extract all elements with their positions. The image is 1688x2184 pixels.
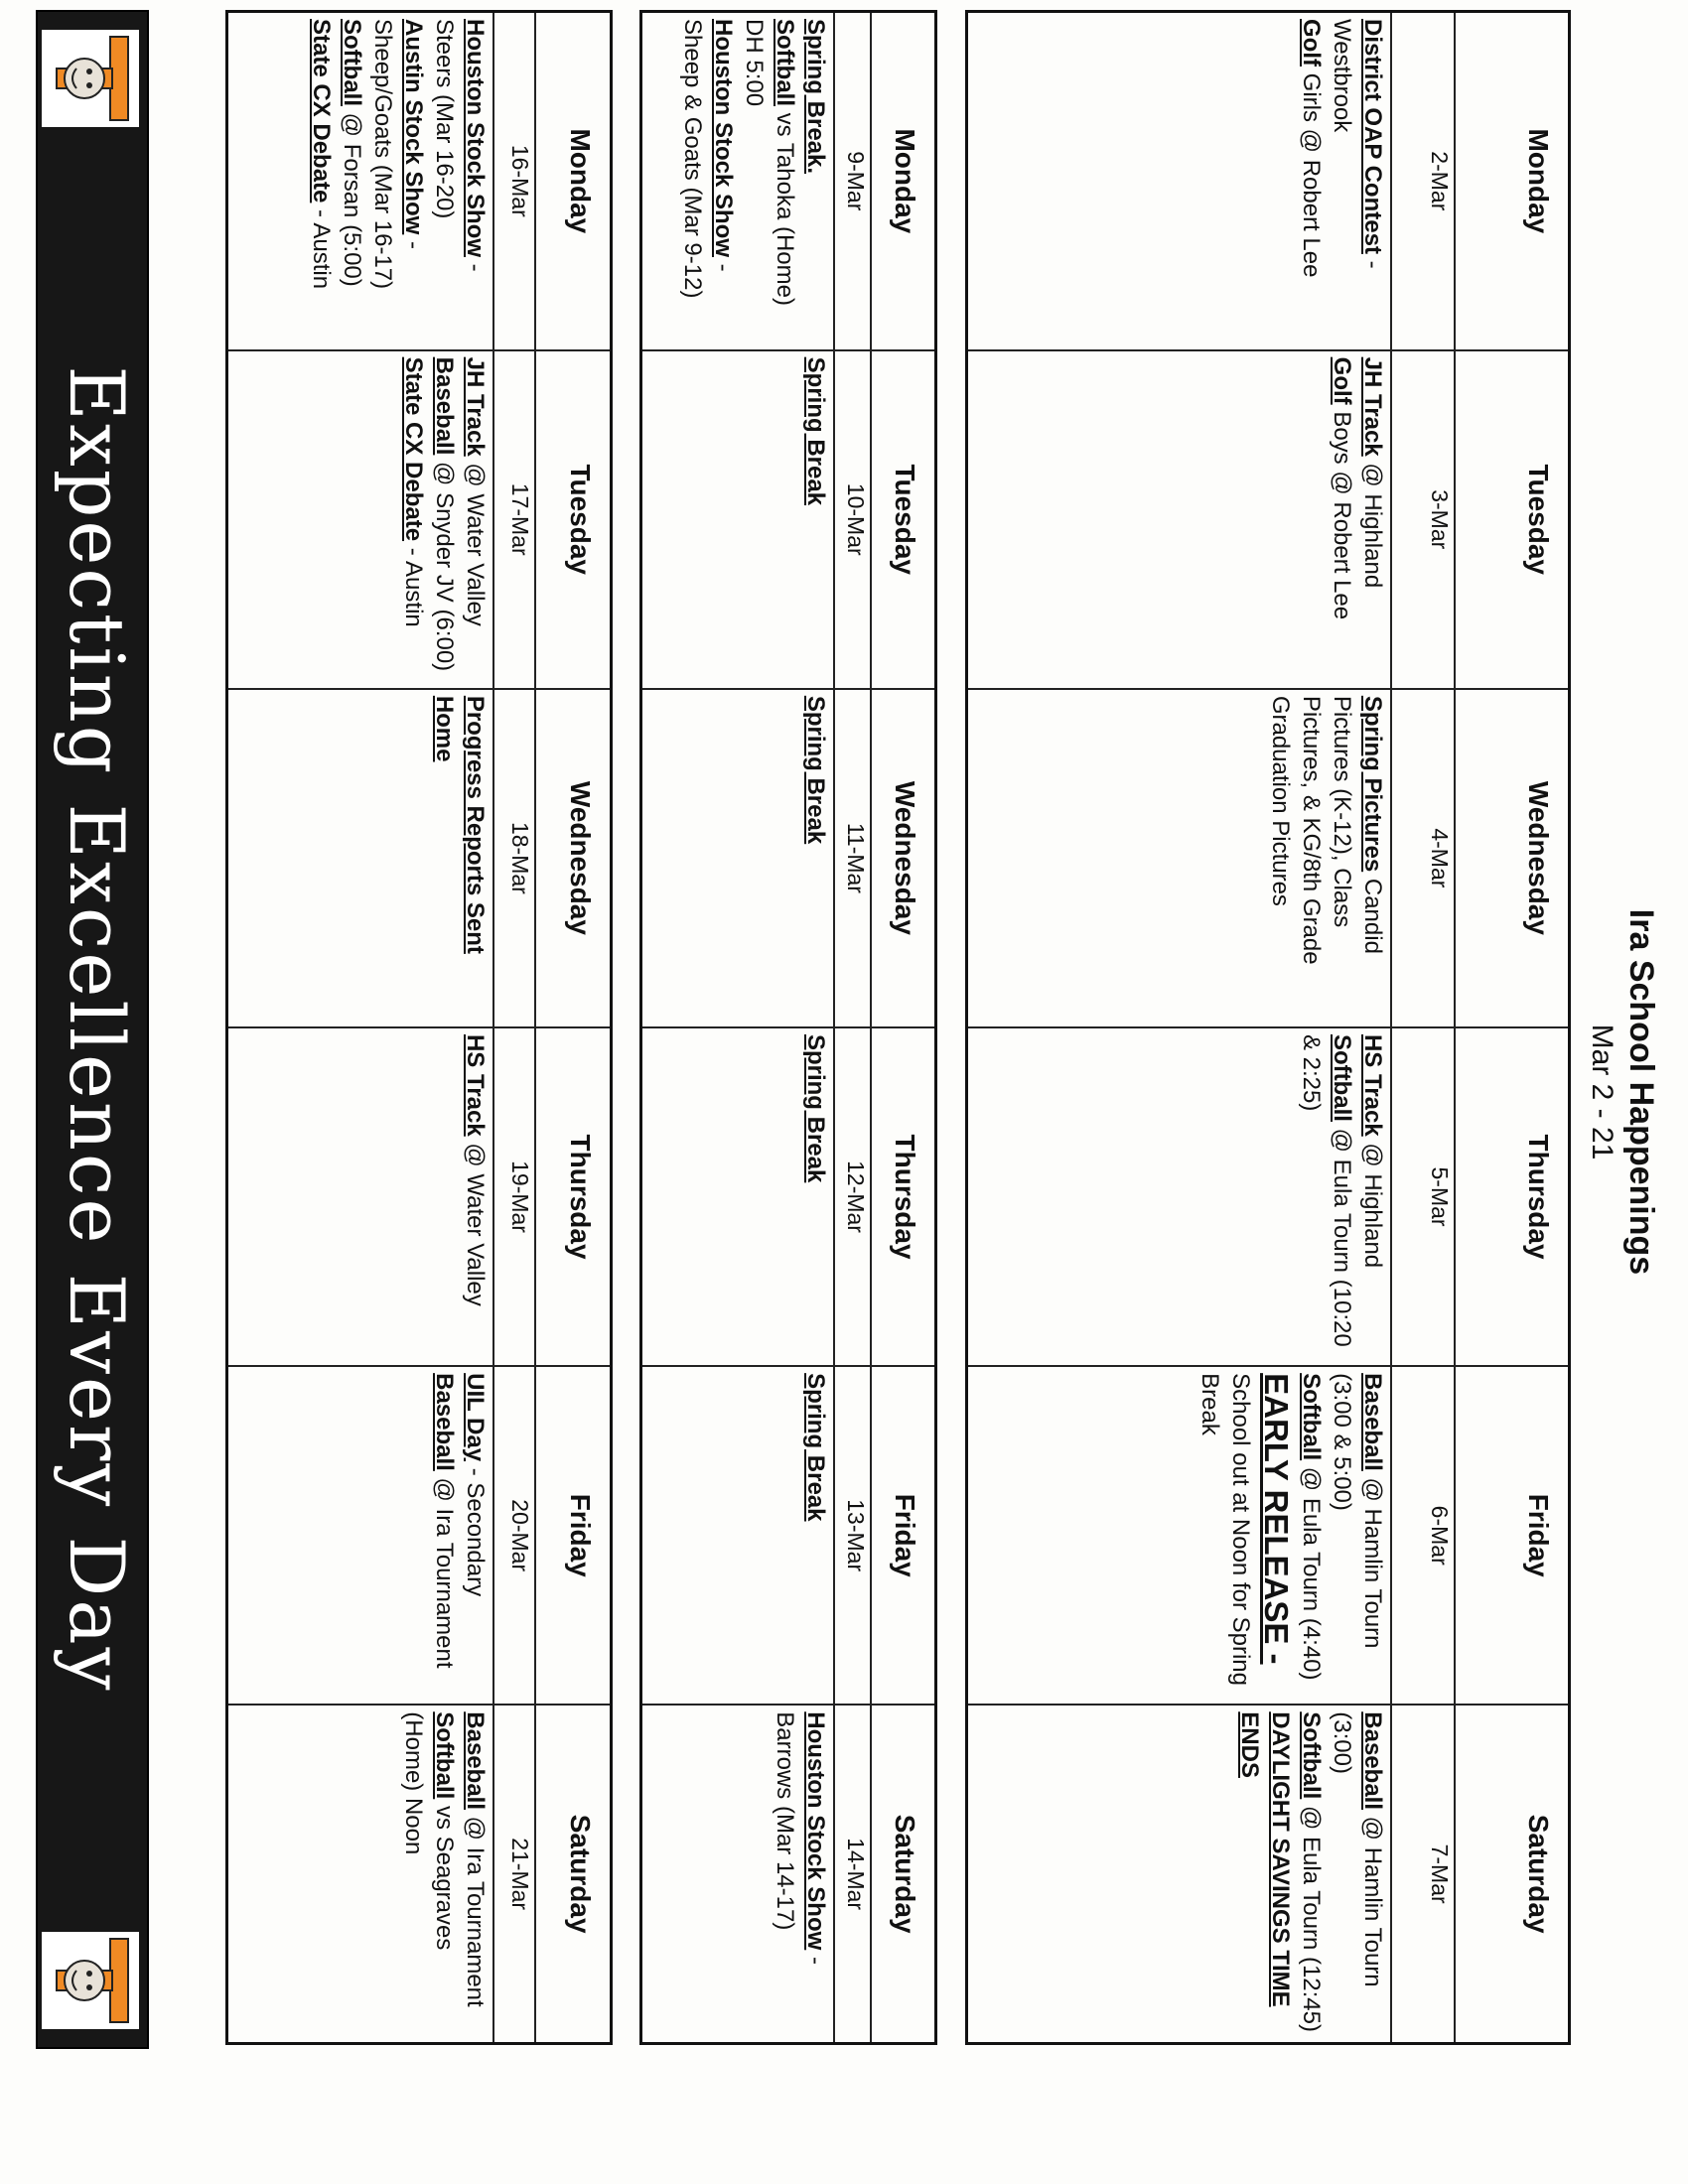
day-date: 12-Mar — [834, 1027, 870, 1366]
day-name-header: Saturday — [1455, 1705, 1570, 2043]
event-detail: @ Highland — [1359, 1136, 1387, 1269]
event-detail: @ Water Valley — [462, 1136, 490, 1306]
event-title: Spring Break. — [802, 19, 830, 175]
calendar-event — [398, 1711, 460, 2036]
day-date: 16-Mar — [493, 12, 535, 350]
event-title: Houston Stock Show — [710, 19, 738, 257]
week-table — [225, 10, 613, 2045]
event-title: Spring Break — [802, 695, 830, 845]
calendar-event — [1234, 1711, 1296, 2036]
motto-banner — [36, 10, 149, 2049]
day-events-cell — [967, 1366, 1392, 1705]
calendar-event — [800, 1034, 831, 1359]
day-events-cell — [641, 1027, 835, 1366]
event-title: JH Track — [1359, 356, 1387, 457]
event-title: Softball — [431, 1711, 459, 1800]
event-detail: - Secondary — [462, 1461, 490, 1597]
event-detail: @ Snyder JV (6:00) — [431, 455, 459, 672]
calendar-event — [429, 19, 491, 343]
calendar-event — [1265, 696, 1388, 1021]
event-title: Austin Stock Show — [400, 19, 428, 235]
day-events-cell — [641, 1366, 835, 1705]
event-detail: Boys @ Robert Lee — [1329, 404, 1356, 620]
events-row — [641, 12, 835, 2044]
calendar-event — [460, 1034, 491, 1359]
event-title: State CX Debate — [400, 356, 428, 542]
event-detail: @ Forsan (5:00) — [339, 106, 366, 287]
calendar-event — [739, 19, 800, 343]
event-title: EARLY RELEASE - — [1258, 1373, 1296, 1665]
day-name-row — [535, 12, 611, 2044]
calendar-event — [800, 357, 831, 682]
day-events-cell — [641, 12, 835, 350]
day-date: 3-Mar — [1391, 350, 1455, 689]
event-title: Softball — [772, 19, 799, 106]
day-date: 18-Mar — [493, 689, 535, 1027]
event-title: Baseball — [1359, 1711, 1387, 1810]
day-date: 11-Mar — [834, 689, 870, 1027]
event-detail: School out at Noon for Spring Break — [1196, 1373, 1255, 1686]
event-title: Spring Break — [802, 1033, 830, 1183]
calendar-event — [367, 19, 429, 343]
day-name-row — [1455, 12, 1570, 2044]
day-name-header: Monday — [871, 12, 936, 350]
day-events-cell — [967, 1027, 1392, 1366]
day-name-row — [871, 12, 936, 2044]
calendar-event — [1256, 1373, 1296, 1698]
day-date: 20-Mar — [493, 1366, 535, 1705]
day-date-row — [493, 12, 535, 2044]
day-events-cell — [227, 12, 494, 350]
day-date-row — [834, 12, 870, 2044]
day-name-header: Wednesday — [871, 689, 936, 1027]
day-events-cell — [967, 1705, 1392, 2043]
day-events-cell — [227, 689, 494, 1027]
page-title: Ira School Happenings — [1622, 908, 1660, 1276]
event-detail: - Sheep/Goats (Mar 16-17) — [369, 19, 428, 290]
day-events-cell — [641, 1705, 835, 2043]
day-date: 5-Mar — [1391, 1027, 1455, 1366]
day-name-header: Thursday — [535, 1027, 611, 1366]
day-name-header: Tuesday — [1455, 350, 1570, 689]
calendar-event — [337, 19, 367, 343]
event-detail: vs Tahoka (Home) DH 5:00 — [741, 19, 799, 306]
day-name-header: Thursday — [871, 1027, 936, 1366]
event-detail: - Sheep & Goats (Mar 9-12) — [679, 19, 738, 299]
day-name-header: Wednesday — [1455, 689, 1570, 1027]
event-detail: - Austin — [400, 541, 428, 627]
day-date: 21-Mar — [493, 1705, 535, 2043]
event-title: Houston Stock Show — [802, 1711, 830, 1951]
day-events-cell — [967, 350, 1392, 689]
day-name-header: Thursday — [1455, 1027, 1570, 1366]
event-title: Baseball — [431, 1373, 459, 1471]
calendar-event — [1327, 1711, 1388, 2036]
day-name-header: Saturday — [871, 1705, 936, 2043]
calendar-event — [1357, 357, 1388, 682]
day-events-cell — [227, 350, 494, 689]
event-detail: - Austin — [308, 203, 336, 290]
event-title: Softball — [339, 19, 366, 106]
event-title: Softball — [1298, 1373, 1326, 1461]
event-detail: @ Ira Tournament — [431, 1470, 459, 1669]
calendar-event — [1327, 1373, 1388, 1698]
calendar-event — [800, 696, 831, 1021]
event-detail: @ Highland — [1359, 456, 1387, 589]
event-detail: @ Eula Tourn (10:20 & 2:25) — [1298, 1033, 1356, 1347]
day-events-cell — [967, 689, 1392, 1027]
event-title: Golf — [1298, 19, 1326, 67]
event-title: District OAP Contest — [1359, 19, 1387, 254]
day-date: 6-Mar — [1391, 1366, 1455, 1705]
calendar-event — [460, 357, 491, 682]
event-title: Spring Break — [802, 1373, 830, 1522]
events-row — [967, 12, 1392, 2044]
day-date: 9-Mar — [834, 12, 870, 350]
event-detail: - Steers (Mar 16-20) — [431, 19, 490, 272]
calendar-event — [1327, 19, 1388, 343]
day-date: 2-Mar — [1391, 12, 1455, 350]
event-title: Progress Reports Sent Home — [431, 695, 490, 954]
event-detail: Girls @ Robert Lee — [1298, 67, 1326, 278]
day-events-cell — [227, 1366, 494, 1705]
calendar-event — [1296, 19, 1327, 343]
day-events-cell — [641, 689, 835, 1027]
calendar-event — [1327, 357, 1357, 682]
event-title: Spring Break — [802, 356, 830, 506]
calendar-event — [677, 19, 739, 343]
day-date: 13-Mar — [834, 1366, 870, 1705]
event-title: Softball — [1298, 1711, 1326, 1800]
event-title: Baseball — [462, 1711, 490, 1810]
calendar-event — [1296, 1373, 1327, 1698]
week-table — [965, 10, 1571, 2045]
calendar-event — [429, 357, 460, 682]
day-name-header: Monday — [535, 12, 611, 350]
day-name-header: Wednesday — [535, 689, 611, 1027]
event-title: Softball — [1329, 1033, 1356, 1122]
day-name-header: Tuesday — [535, 350, 611, 689]
event-title: Golf — [1329, 356, 1356, 405]
day-name-header: Friday — [535, 1366, 611, 1705]
day-name-header: Friday — [1455, 1366, 1570, 1705]
event-detail: - Barrows (Mar 14-17) — [772, 1711, 830, 1965]
day-events-cell — [227, 1027, 494, 1366]
day-date: 10-Mar — [834, 350, 870, 689]
calendar-event — [429, 696, 491, 1021]
calendar-event — [460, 1373, 491, 1698]
calendar-event — [800, 19, 831, 343]
calendar-event — [429, 1373, 460, 1698]
event-detail: Candid Pictures (K-12), Class Pictures, & KG/8th Grade Graduation Pictures — [1267, 695, 1387, 965]
calendar-event — [1296, 1711, 1327, 2036]
calendar-event — [800, 1373, 831, 1698]
day-date: 4-Mar — [1391, 689, 1455, 1027]
event-detail: - Westbrook — [1329, 19, 1387, 269]
day-name-header: Monday — [1455, 12, 1570, 350]
event-detail: @ Eula Tourn (4:40) — [1298, 1460, 1326, 1681]
day-name-header: Saturday — [535, 1705, 611, 2043]
day-events-cell — [227, 1705, 494, 2043]
event-detail: @ Hamlin Tourn (3:00 & 5:00) — [1329, 1373, 1387, 1649]
event-title: HS Track — [1359, 1033, 1387, 1137]
day-name-header: Tuesday — [871, 350, 936, 689]
event-title: UIL Day — [462, 1373, 490, 1462]
calendar-event — [1195, 1373, 1256, 1698]
calendar-event — [1296, 1034, 1357, 1359]
event-title: Spring Pictures — [1359, 695, 1387, 873]
banner-motto: Expecting Excellence Every Day — [53, 365, 141, 1694]
event-title: State CX Debate — [308, 19, 336, 204]
day-date: 14-Mar — [834, 1705, 870, 2043]
event-detail: @ Hamlin Tourn (3:00) — [1329, 1711, 1387, 1987]
day-date: 19-Mar — [493, 1027, 535, 1366]
day-events-cell — [641, 350, 835, 689]
event-title: Baseball — [431, 356, 459, 456]
day-date: 7-Mar — [1391, 1705, 1455, 2043]
day-name-header: Friday — [871, 1366, 936, 1705]
day-events-cell — [967, 12, 1392, 350]
event-title: Baseball — [1359, 1373, 1387, 1471]
calendar-event — [460, 1711, 491, 2036]
event-detail: vs Seagraves (Home) Noon — [400, 1711, 459, 1951]
calendar-event — [1357, 1034, 1388, 1359]
event-title: HS Track — [462, 1033, 490, 1137]
date-range-subtitle: Mar 2 - 21 — [1586, 1024, 1618, 1160]
calendar-event — [770, 1711, 831, 2036]
day-date-row — [1391, 12, 1455, 2044]
week-table — [639, 10, 937, 2045]
calendar-event — [306, 19, 337, 343]
day-date: 17-Mar — [493, 350, 535, 689]
event-detail: @ Eula Tourn (12:45) — [1298, 1799, 1326, 2032]
event-title: JH Track — [462, 356, 490, 457]
event-title: DAYLIGHT SAVINGS TIME ENDS — [1236, 1711, 1295, 2007]
event-detail: @ Water Valley — [462, 456, 490, 626]
event-detail: @ Ira Tournament — [462, 1810, 490, 2007]
events-row — [227, 12, 494, 2044]
event-title: Houston Stock Show — [462, 19, 490, 257]
bulldog-logo-icon — [42, 1932, 139, 2029]
calendar-event — [398, 357, 429, 682]
